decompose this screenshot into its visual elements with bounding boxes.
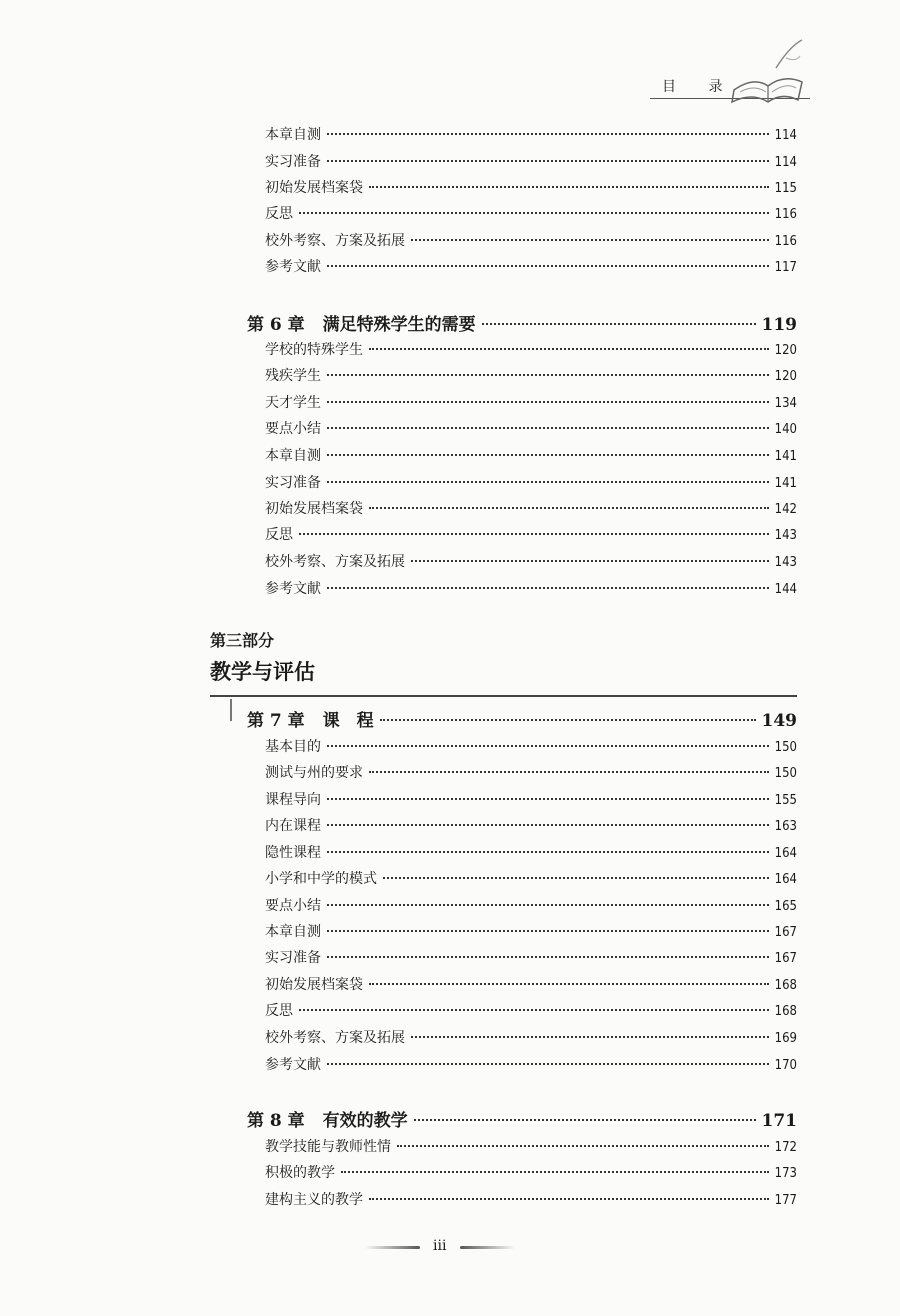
toc-entry[interactable] xyxy=(265,124,797,144)
toc-entry-label: 实习准备 xyxy=(265,950,321,966)
toc-entry-page: 167 xyxy=(774,951,797,966)
toc-entry-label: 建构主义的教学 xyxy=(265,1192,363,1208)
toc-entry[interactable] xyxy=(265,1000,797,1020)
leader-dots xyxy=(414,1119,756,1121)
chapter-number: 第 7 章 xyxy=(247,711,305,731)
toc-entry[interactable] xyxy=(265,339,797,359)
toc-entry-label: 要点小结 xyxy=(265,421,321,437)
toc-entry[interactable] xyxy=(265,1162,797,1182)
toc-entry-label: 校外考察、方案及拓展 xyxy=(265,1030,405,1046)
toc-entry-label: 本章自测 xyxy=(265,924,321,940)
toc-entry-page: 143 xyxy=(774,528,797,543)
footer-ornament-left xyxy=(365,1246,420,1249)
chapter-page: 171 xyxy=(761,1111,797,1131)
toc-entry-label: 小学和中学的模式 xyxy=(265,871,377,887)
toc-entry[interactable] xyxy=(265,551,797,571)
toc-entry[interactable] xyxy=(265,947,797,967)
toc-entry-page: 168 xyxy=(774,1004,797,1019)
toc-entry-label: 初始发展档案袋 xyxy=(265,977,363,993)
part-label: 第三部分 xyxy=(210,631,275,650)
toc-entry[interactable] xyxy=(265,1189,797,1209)
leader-dots xyxy=(327,133,769,135)
toc-entry[interactable] xyxy=(265,230,797,250)
toc-entry-page: 155 xyxy=(774,793,797,808)
leader-dots xyxy=(327,401,769,403)
toc-entry-page: 150 xyxy=(774,766,797,781)
page-footer xyxy=(365,1238,515,1258)
leader-dots xyxy=(327,956,769,958)
footer-ornament-right xyxy=(460,1246,515,1249)
leader-dots xyxy=(327,160,769,162)
toc-entry-label: 隐性课程 xyxy=(265,845,321,861)
leader-dots xyxy=(327,427,769,429)
toc-entry-page: 134 xyxy=(774,396,797,411)
toc-entry-label: 反思 xyxy=(265,527,293,543)
leader-dots xyxy=(299,1009,769,1011)
leader-dots xyxy=(341,1171,769,1173)
leader-dots xyxy=(327,745,769,747)
leader-dots xyxy=(383,877,769,879)
leader-dots xyxy=(327,798,769,800)
chapter-page: 149 xyxy=(761,711,797,731)
toc-entry[interactable] xyxy=(265,524,797,544)
toc-entry[interactable] xyxy=(265,789,797,809)
toc-entry-page: 143 xyxy=(774,555,797,570)
toc-entry-label: 学校的特殊学生 xyxy=(265,342,363,358)
leader-dots xyxy=(397,1145,769,1147)
leader-dots xyxy=(327,824,769,826)
toc-entry[interactable] xyxy=(265,1136,797,1156)
chapter-title: 有效的教学 xyxy=(322,1111,408,1131)
toc-entry-page: 141 xyxy=(774,449,797,464)
header-title: 目 录 xyxy=(662,79,737,95)
toc-entry[interactable] xyxy=(265,736,797,756)
toc-entry-page: 116 xyxy=(774,234,797,249)
chapter-title: 课 程 xyxy=(322,711,374,731)
toc-entry-label: 积极的教学 xyxy=(265,1165,335,1181)
toc-entry-label: 残疾学生 xyxy=(265,368,321,384)
chapter-page: 119 xyxy=(761,315,797,335)
toc-entry[interactable] xyxy=(265,392,797,412)
leader-dots xyxy=(327,930,769,932)
toc-entry[interactable] xyxy=(265,1054,797,1074)
toc-entry[interactable] xyxy=(265,762,797,782)
toc-entry-label: 校外考察、方案及拓展 xyxy=(265,554,405,570)
toc-entry-label: 课程导向 xyxy=(265,792,321,808)
toc-entry-label: 本章自测 xyxy=(265,448,321,464)
toc-entry-page: 114 xyxy=(774,155,797,170)
toc-entry-page: 120 xyxy=(774,343,797,358)
leader-dots xyxy=(327,481,769,483)
toc-entry[interactable] xyxy=(265,974,797,994)
toc-entry-page: 169 xyxy=(774,1031,797,1046)
leader-dots xyxy=(369,348,769,350)
toc-entry-label: 基本目的 xyxy=(265,739,321,755)
leader-dots xyxy=(369,771,769,773)
toc-entry[interactable] xyxy=(265,578,797,598)
leader-dots xyxy=(369,186,769,188)
toc-entry-page: 172 xyxy=(774,1140,797,1155)
toc-entry-label: 反思 xyxy=(265,206,293,222)
toc-entry-page: 167 xyxy=(774,925,797,940)
toc-entry-page: 141 xyxy=(774,476,797,491)
leader-dots xyxy=(327,851,769,853)
leader-dots xyxy=(411,239,769,241)
toc-entry-page: 173 xyxy=(774,1166,797,1181)
toc-entry[interactable] xyxy=(265,895,797,915)
toc-entry-page: 142 xyxy=(774,502,797,517)
leader-dots xyxy=(411,1036,769,1038)
part-divider-tick xyxy=(230,699,232,721)
toc-entry[interactable] xyxy=(265,203,797,223)
leader-dots xyxy=(299,212,769,214)
leader-dots xyxy=(327,265,769,267)
toc-entry-page: 163 xyxy=(774,819,797,834)
toc-entry-label: 内在课程 xyxy=(265,818,321,834)
toc-entry-page: 144 xyxy=(774,582,797,597)
toc-entry-label: 实习准备 xyxy=(265,154,321,170)
toc-entry[interactable] xyxy=(265,445,797,465)
toc-entry-label: 反思 xyxy=(265,1003,293,1019)
toc-entry-page: 140 xyxy=(774,422,797,437)
toc-entry-label: 本章自测 xyxy=(265,127,321,143)
toc-entry-label: 参考文献 xyxy=(265,1057,321,1073)
chapter-number: 第 8 章 xyxy=(247,1111,305,1131)
page-number: iii xyxy=(433,1238,447,1254)
toc-entry[interactable] xyxy=(265,498,797,518)
toc-entry[interactable] xyxy=(265,472,797,492)
part-title: 教学与评估 xyxy=(210,660,315,684)
leader-dots xyxy=(482,323,756,325)
chapter-heading-8[interactable] xyxy=(247,1106,797,1131)
toc-entry-label: 初始发展档案袋 xyxy=(265,501,363,517)
toc-entry-label: 初始发展档案袋 xyxy=(265,180,363,196)
leader-dots xyxy=(327,904,769,906)
toc-entry-label: 实习准备 xyxy=(265,475,321,491)
toc-entry-page: 177 xyxy=(774,1193,797,1208)
toc-entry-label: 参考文献 xyxy=(265,259,321,275)
toc-entry[interactable] xyxy=(265,921,797,941)
leader-dots xyxy=(380,719,756,721)
toc-entry-page: 168 xyxy=(774,978,797,993)
leader-dots xyxy=(327,587,769,589)
leader-dots xyxy=(327,374,769,376)
toc-entry-label: 教学技能与教师性情 xyxy=(265,1139,391,1155)
toc-entry-label: 校外考察、方案及拓展 xyxy=(265,233,405,249)
toc-entry-page: 117 xyxy=(774,260,797,275)
toc-entry[interactable] xyxy=(265,151,797,171)
toc-entry[interactable] xyxy=(265,256,797,276)
toc-entry-page: 115 xyxy=(774,181,797,196)
toc-entry[interactable] xyxy=(265,418,797,438)
chapter-heading-7[interactable] xyxy=(247,706,797,731)
toc-entry-label: 要点小结 xyxy=(265,898,321,914)
toc-entry[interactable] xyxy=(265,365,797,385)
part-divider xyxy=(210,695,797,697)
leader-dots xyxy=(369,507,769,509)
toc-entry[interactable] xyxy=(265,842,797,862)
toc-entry-page: 164 xyxy=(774,872,797,887)
chapter-heading-6[interactable] xyxy=(247,310,797,335)
toc-entry[interactable] xyxy=(265,1027,797,1047)
toc-entry[interactable] xyxy=(265,177,797,197)
leader-dots xyxy=(299,533,769,535)
toc-entry-page: 114 xyxy=(774,128,797,143)
toc-entry[interactable] xyxy=(265,815,797,835)
leader-dots xyxy=(327,1063,769,1065)
toc-entry-label: 测试与州的要求 xyxy=(265,765,363,781)
leader-dots xyxy=(369,1198,769,1200)
toc-entry-page: 120 xyxy=(774,369,797,384)
toc-entry[interactable] xyxy=(265,868,797,888)
toc-entry-page: 150 xyxy=(774,740,797,755)
chapter-number: 第 6 章 xyxy=(247,315,305,335)
toc-entry-page: 170 xyxy=(774,1058,797,1073)
leader-dots xyxy=(411,560,769,562)
leader-dots xyxy=(327,454,769,456)
chapter-title: 满足特殊学生的需要 xyxy=(322,315,476,335)
toc-entry-label: 参考文献 xyxy=(265,581,321,597)
toc-entry-page: 116 xyxy=(774,207,797,222)
toc-entry-page: 164 xyxy=(774,846,797,861)
toc-entry-label: 天才学生 xyxy=(265,395,321,411)
toc-entry-page: 165 xyxy=(774,899,797,914)
leader-dots xyxy=(369,983,769,985)
